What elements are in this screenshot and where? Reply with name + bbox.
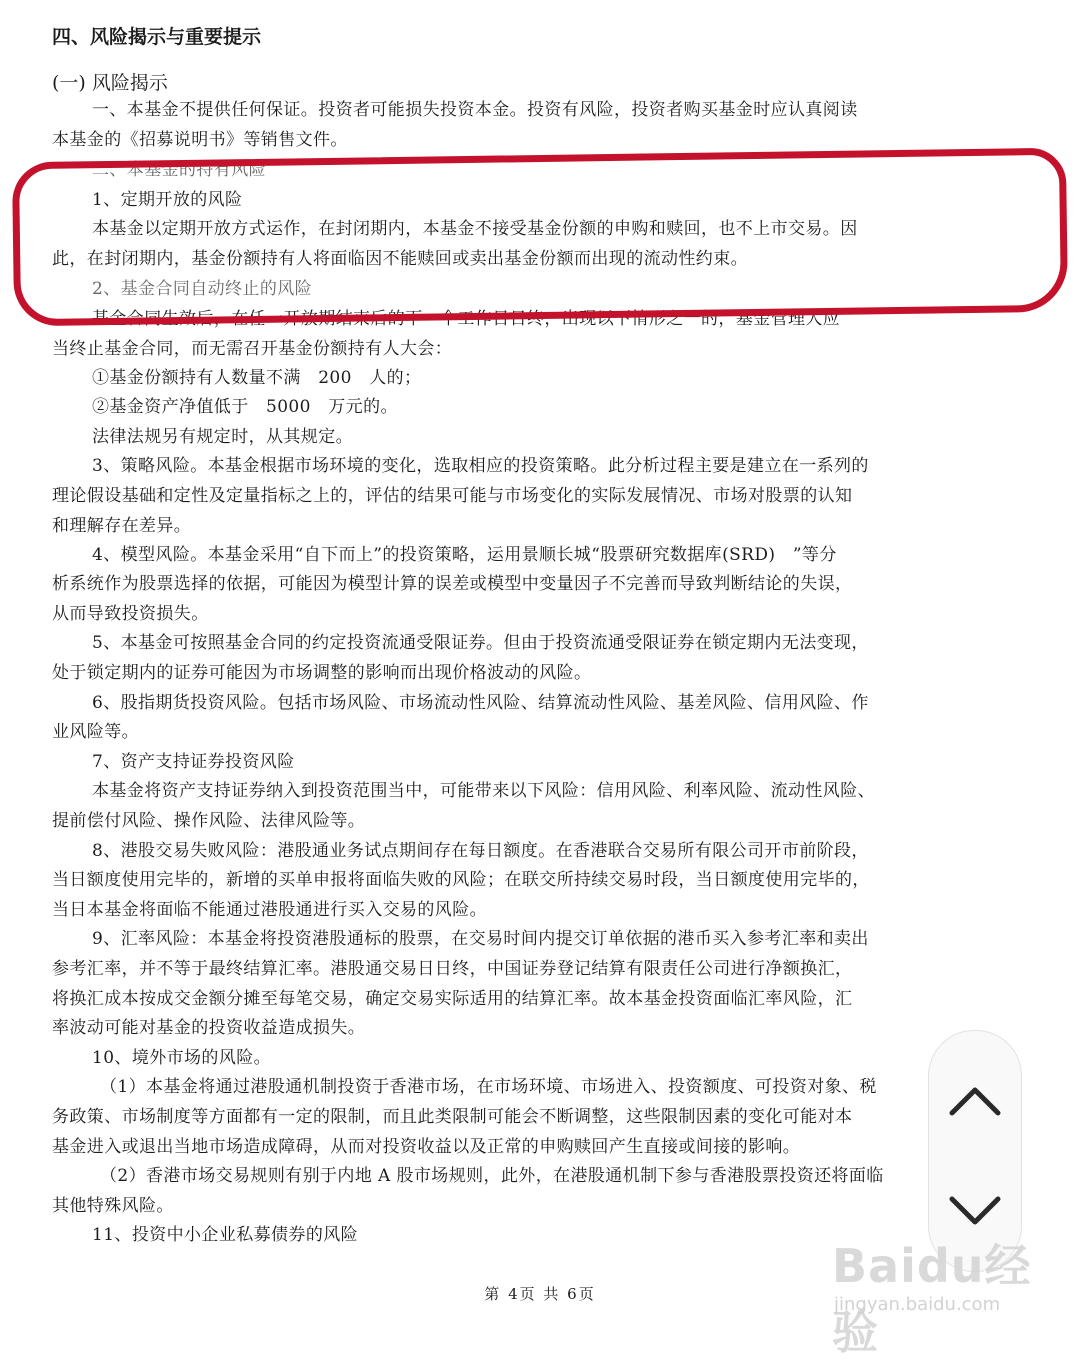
text-line: 9、汇率风险：本基金将投资港股通标的股票，在交易时间内提交订单依据的港币买入参考汇率和卖出	[92, 929, 869, 949]
cropped-text-line	[52, 0, 792, 4]
text-line: 当终止基金合同，而无需召开基金份额持有人大会：	[52, 339, 453, 359]
text-line: 从而导致投资损失。	[52, 604, 209, 624]
text-line: 6、股指期货投资风险。包括市场风险、市场流动性风险、结算流动性风险、基差风险、信用风险、作	[92, 693, 869, 713]
text-line: 4、模型风险。本基金采用“自下而上”的投资策略，运用景顺长城“股票研究数据库(SRD) ”等分	[92, 545, 837, 565]
watermark-url: jingyan.baidu.com	[834, 1294, 1001, 1315]
scroll-up-button[interactable]	[942, 1071, 1008, 1137]
text-line: 和理解存在差异。	[52, 516, 192, 536]
text-line: 基金合同生效后，在任一开放期结束后的下一个工作日日终，出现以下情形之一的，基金管理人应	[92, 309, 841, 329]
text-line: 5、本基金可按照基金合同的约定投资流通受限证券。但由于投资流通受限证券在锁定期内无法变现，	[92, 633, 869, 653]
text-line: 二、本基金的特有风险	[92, 160, 266, 180]
text-line: ①基金份额持有人数量不满 200 人的；	[92, 368, 422, 388]
text-line: 11、投资中小企业私募债券的风险	[92, 1225, 359, 1245]
subsection-title: (一) 风险揭示	[52, 72, 168, 94]
text-line: 2、基金合同自动终止的风险	[92, 279, 313, 299]
watermark-brand: Baidu经验	[832, 1239, 1032, 1359]
text-line: 7、资产支持证券投资风险	[92, 752, 295, 772]
text-line: 理论假设基础和定性及定量指标之上的，评估的结果可能与市场变化的实际发展情况、市场对股票的认知	[52, 486, 853, 506]
text-line: 本基金将资产支持证券纳入到投资范围当中，可能带来以下风险：信用风险、利率风险、流动性风险、	[92, 781, 875, 801]
text-line: 法律法规另有规定时，从其规定。	[92, 427, 353, 447]
text-line: 3、策略风险。本基金根据市场环境的变化，选取相应的投资策略。此分析过程主要是建立在一系列的	[92, 456, 869, 476]
text-line: 处于锁定期内的证券可能因为市场调整的影响而出现价格波动的风险。	[52, 663, 592, 683]
text-line: 当日额度使用完毕的，新增的买单申报将面临失败的风险；在联交所持续交易时段，当日额度使用完毕的，	[52, 870, 870, 890]
text-line: 10、境外市场的风险。	[92, 1048, 272, 1068]
text-line: 业风险等。	[52, 722, 139, 742]
text-line: （2）香港市场交易规则有别于内地 A 股市场规则，此外，在港股通机制下参与香港股票投资还将面临	[100, 1166, 884, 1186]
text-line: 8、港股交易失败风险：港股通业务试点期间存在每日额度。在香港联合交易所有限公司开市前阶段，	[92, 841, 869, 861]
text-line: 将换汇成本按成交金额分摊至每笔交易，确定交易实际适用的结算汇率。故本基金投资面临汇率风险，汇	[52, 989, 853, 1009]
text-line: 率波动可能对基金的投资收益造成损失。	[52, 1018, 366, 1038]
page-indicator: 第 4页 共 6页	[484, 1285, 596, 1303]
text-line: 本基金以定期开放方式运作，在封闭期内，本基金不接受基金份额的申购和赎回，也不上市交易。因	[92, 219, 858, 239]
text-line: 当日本基金将面临不能通过港股通进行买入交易的风险。	[52, 900, 487, 920]
text-line: 一、本基金不提供任何保证。投资者可能损失投资本金。投资有风险，投资者购买基金时应认真阅读	[92, 100, 858, 120]
text-line: ②基金资产净值低于 5000 万元的。	[92, 397, 398, 417]
text-line: 析系统作为股票选择的依据，可能因为模型计算的误差或模型中变量因子不完善而导致判断结论的失误，	[52, 574, 853, 594]
text-line: 务政策、市场制度等方面都有一定的限制，而且此类限制可能会不断调整，这些限制因素的变化可能对本	[52, 1107, 853, 1127]
text-line: 此，在封闭期内，基金份额持有人将面临因不能赎回或卖出基金份额而出现的流动性约束。	[52, 249, 748, 269]
text-line: （1）本基金将通过港股通机制投资于香港市场，在市场环境、市场进入、投资额度、可投资对象、税	[100, 1077, 877, 1097]
chevron-up-icon	[942, 1071, 1008, 1137]
text-line: 提前偿付风险、操作风险、法律风险等。	[52, 811, 366, 831]
red-highlight-annotation	[12, 148, 1068, 327]
text-line: 参考汇率，并不等于最终结算汇率。港股通交易日日终，中国证券登记结算有限责任公司进行净额换汇，	[52, 959, 853, 979]
text-line: 其他特殊风险。	[52, 1196, 174, 1216]
text-line: 本基金的《招募说明书》等销售文件。	[52, 130, 348, 150]
section-title: 四、风险揭示与重要提示	[52, 26, 262, 48]
text-line: 基金进入或退出当地市场造成障碍，从而对投资收益以及正常的申购赎回产生直接或间接的影响。	[52, 1137, 801, 1157]
baidu-jingyan-watermark	[828, 1230, 1073, 1359]
text-line: 1、定期开放的风险	[92, 190, 243, 210]
